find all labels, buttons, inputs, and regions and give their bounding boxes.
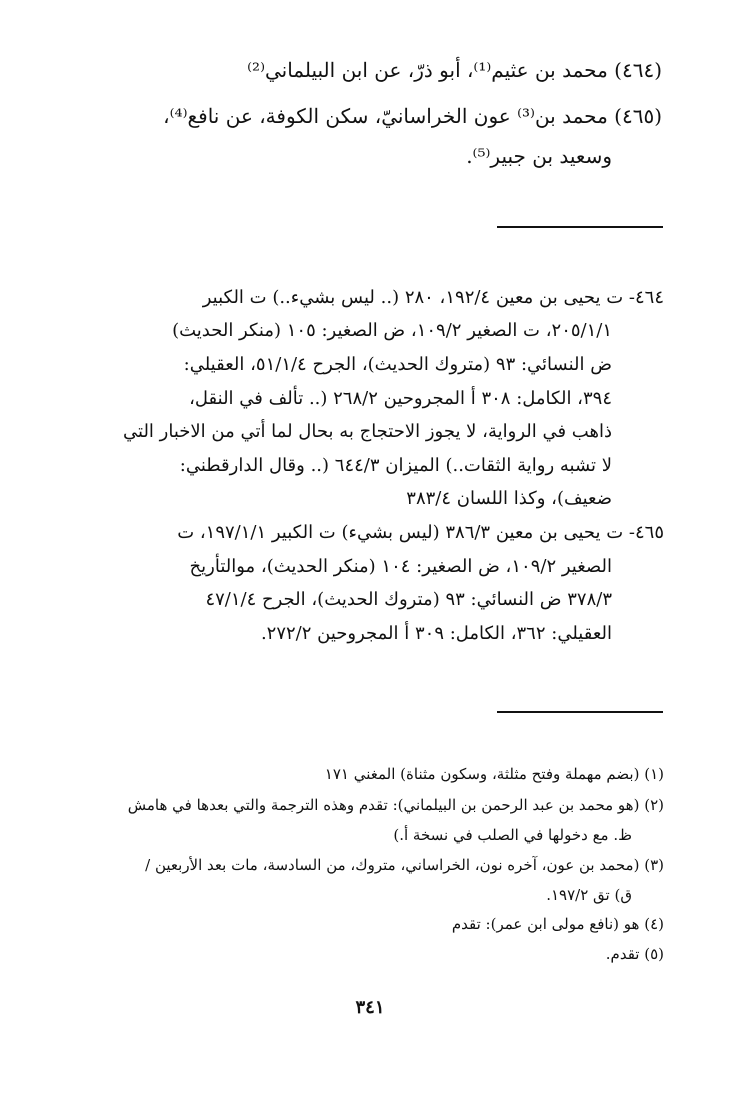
commentary-line: ٤٦٤- ت يحيى بن معين ١٩٢/٤، ٢٨٠ (.. ليس بشيء..) ت الكبير xyxy=(202,287,664,308)
commentary-line: ٣٩٤، الكامل: ٣٠٨ أ المجروحين ٢٦٨/٢ (.. تألف في النقل، xyxy=(189,388,612,409)
footnote: (٤) هو (نافع مولى ابن عمر): تقدم xyxy=(451,915,664,933)
separator-rule-bottom xyxy=(497,711,663,713)
footnote: ق) تق ١٩٧/٢. xyxy=(546,886,632,904)
separator-rule-top xyxy=(497,226,663,228)
entry-464: (٤٦٤) محمد بن عثيم⁽¹⁾، أبو ذرّ، عن ابن البيلماني⁽²⁾ xyxy=(247,58,662,82)
entry-465: (٤٦٥) محمد بن⁽³⁾ عون الخراسانيّ، سكن الكوفة، عن نافع⁽⁴⁾، xyxy=(163,104,662,128)
footnote: (٥) تقدم. xyxy=(605,945,664,963)
commentary-line: ٣٧٨/٣ ض النسائي: ٩٣ (متروك الحديث)، الجرح ٤٧/١/٤ xyxy=(205,589,612,610)
commentary-line: ٤٦٥- ت يحيى بن معين ٣٨٦/٣ (ليس بشيء) ت الكبير ١٩٧/١/١، ت xyxy=(177,522,664,543)
commentary-line: ضعيف)، وكذا اللسان ٣٨٣/٤ xyxy=(406,488,612,509)
commentary-line: العقيلي: ٣٦٢، الكامل: ٣٠٩ أ المجروحين ٢٧٢/٢. xyxy=(260,623,612,644)
commentary-line: الصغير ١٠٩/٢، ض الصغير: ١٠٤ (منكر الحديث)، موالتأريخ xyxy=(189,556,612,577)
commentary-line: ٢٠٥/١/١، ت الصغير ١٠٩/٢، ض الصغير: ١٠٥ (منكر الحديث) xyxy=(172,320,612,341)
footnote: (٣) (محمد بن عون، آخره نون، الخراساني، متروك، من السادسة، مات بعد الأربعين / xyxy=(145,856,664,874)
commentary-line: ذاهب في الرواية، لا يجوز الاحتجاج به بحال لما أتي من الاخبار التي xyxy=(123,421,612,442)
footnote: (٢) (هو محمد بن عبد الرحمن بن البيلماني): تقدم وهذه الترجمة والتي بعدها في هامش xyxy=(127,796,664,814)
page-number: ٣٤١ xyxy=(355,997,385,1018)
footnote: (١) (بضم مهملة وفتح مثلثة، وسكون مثناة) المغني ١٧١ xyxy=(324,765,664,783)
footnote: ظ. مع دخولها في الصلب في نسخة أ.) xyxy=(393,826,632,844)
commentary-line: لا تشبه رواية الثقات..) الميزان ٦٤٤/٣ (.. وقال الدارقطني: xyxy=(179,455,612,476)
commentary-line: ض النسائي: ٩٣ (متروك الحديث)، الجرح ٥١/١/٤، العقيلي: xyxy=(183,354,612,375)
entry-465-continued: وسعيد بن جبير⁽⁵⁾. xyxy=(466,144,612,168)
